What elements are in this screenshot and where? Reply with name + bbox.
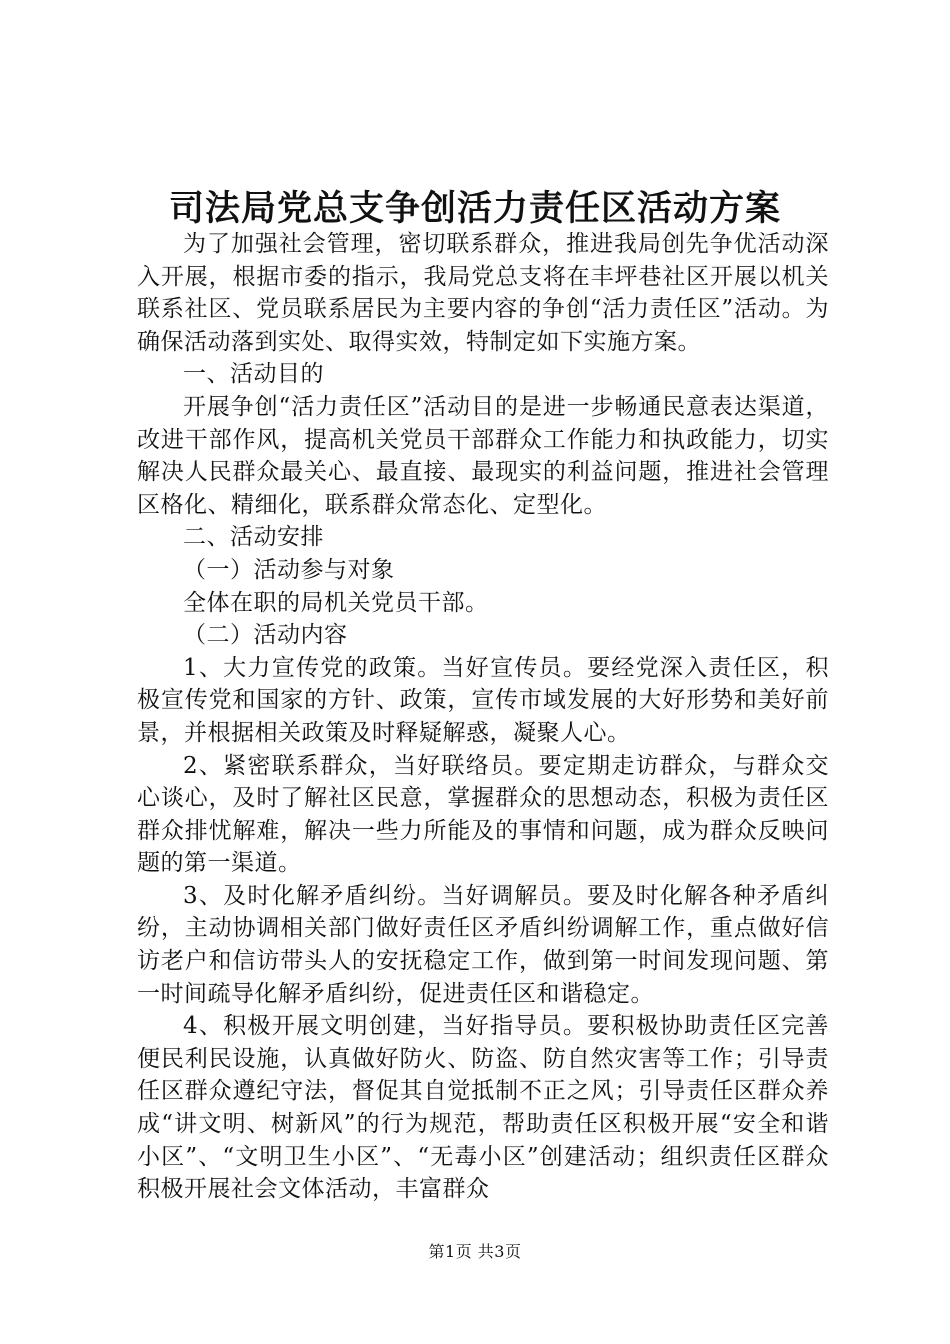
purpose-paragraph: 开展争创“活力责任区”活动目的是进一步畅通民意表达渠道，改进干部作风，提高机关党员干部群众工作能力和执政能力，切实解决人民群众最关心、最直接、最现实的利益问题，推进社会管理区格化、精细化，联系群众常态化、定型化。 xyxy=(137,393,829,518)
participants-paragraph: 全体在职的局机关党员干部。 xyxy=(183,589,489,616)
content-item-1: 1、大力宣传党的政策。当好宣传员。要经党深入责任区，积极宣传党和国家的方针、政策，宣传市域发展的大好形势和美好前景，并根据相关政策及时释疑解惑，凝聚人心。 xyxy=(137,654,829,746)
document-body xyxy=(137,228,829,1206)
subsection-heading-content: （二）活动内容 xyxy=(183,622,348,649)
section-heading-purpose: 一、活动目的 xyxy=(183,361,324,388)
content-item-3: 3、及时化解矛盾纠纷。当好调解员。要及时化解各种矛盾纠纷，主动协调相关部门做好责任区矛盾纠纷调解工作，重点做好信访老户和信访带头人的安抚稳定工作，做到第一时间发现问题、第一时间疏导化解矛盾纠纷，促进责任区和谐稳定。 xyxy=(137,882,829,1007)
page-number-footer: 第1页 共3页 xyxy=(428,1242,522,1261)
subsection-heading-participants: （一）活动参与对象 xyxy=(183,556,395,583)
document-title: 司法局党总支争创活力责任区活动方案 xyxy=(168,188,781,229)
content-item-4: 4、积极开展文明创建，当好指导员。要积极协助责任区完善便民利民设施，认真做好防火、防盗、防自然灾害等工作；引导责任区群众遵纪守法，督促其自觉抵制不正之风；引导责任区群众养成“讲文明、树新风”的行为规范，帮助责任区积极开展“安全和谐小区”、“文明卫生小区”、“无毒小区”创建活动；组织责任区群众积极开展社会文体活动，丰富群众 xyxy=(137,1013,829,1203)
section-heading-arrangement: 二、活动安排 xyxy=(183,524,324,551)
intro-paragraph: 为了加强社会管理，密切联系群众，推进我局创先争优活动深入开展，根据市委的指示，我局党总支将在丰坪巷社区开展以机关联系社区、党员联系居民为主要内容的争创“活力责任区”活动。为确保活动落到实处、取得实效，特制定如下实施方案。 xyxy=(137,231,829,355)
content-item-2: 2、紧密联系群众，当好联络员。要定期走访群众，与群众交心谈心，及时了解社区民意，掌握群众的思想动态，积极为责任区群众排忧解难，解决一些力所能及的事情和问题，成为群众反映问题的第一渠道。 xyxy=(137,752,829,877)
